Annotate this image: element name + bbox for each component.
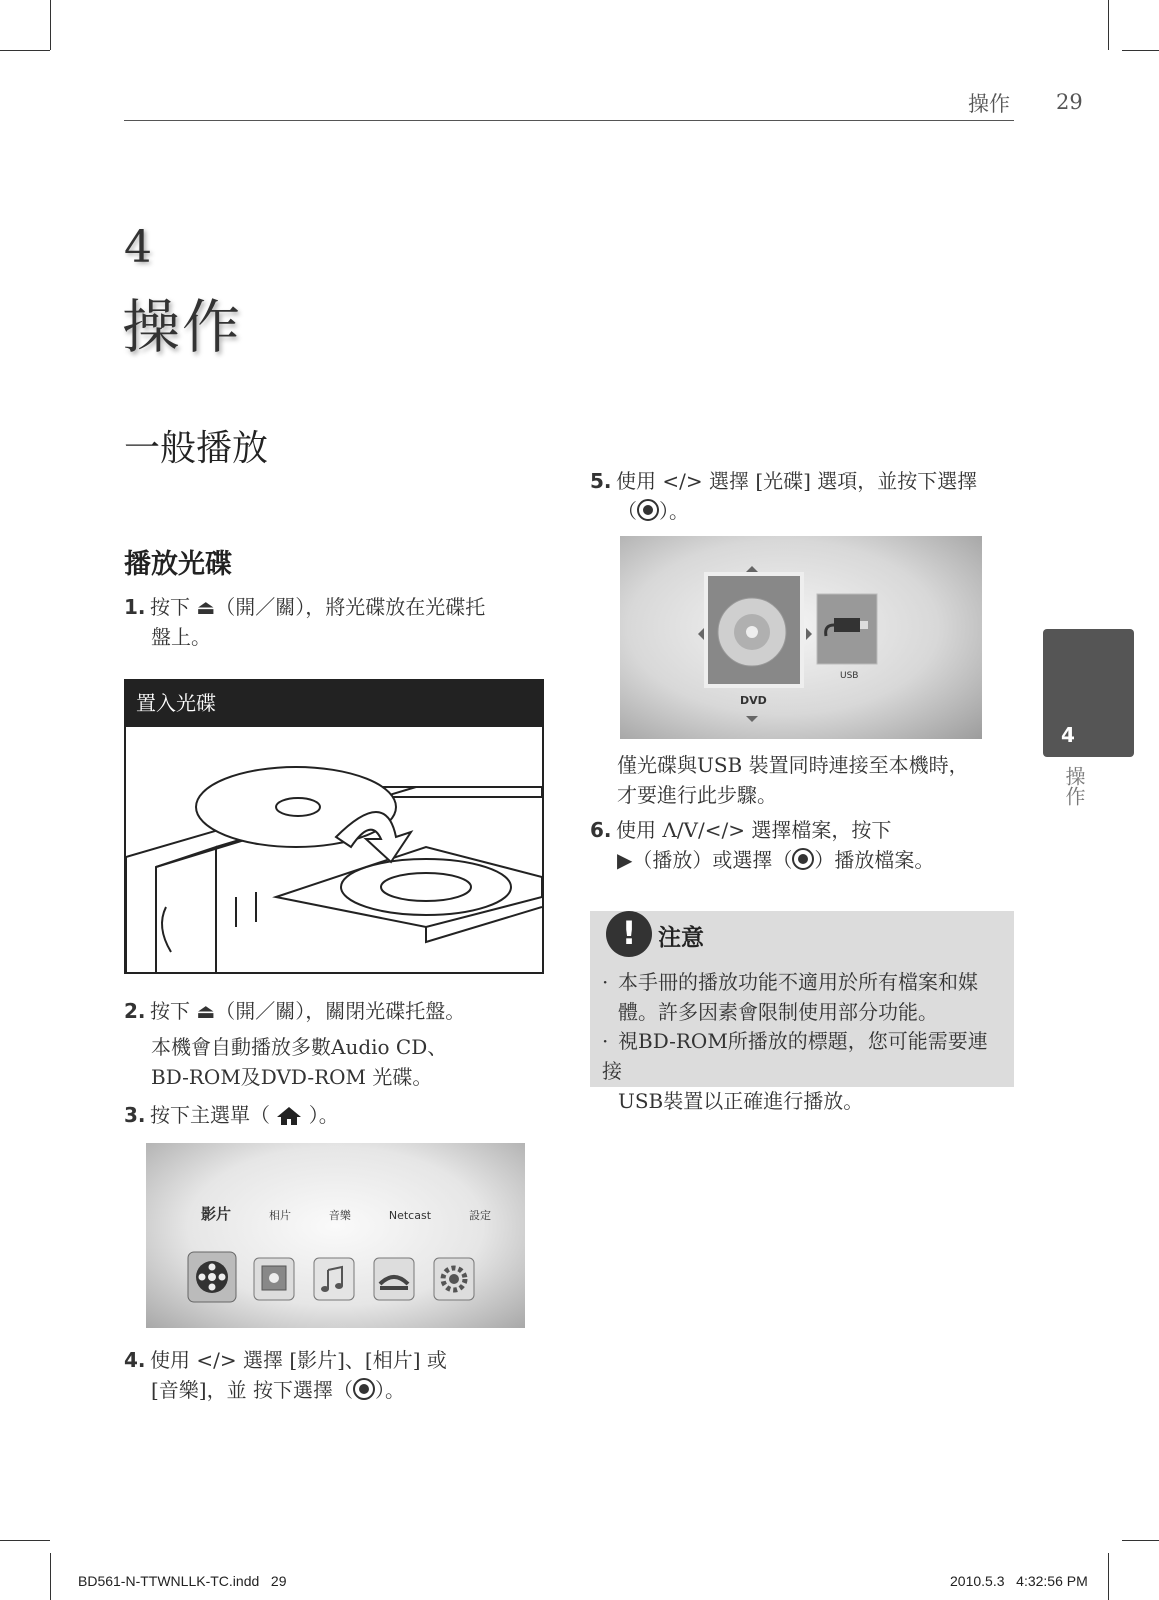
- step-2: [124, 996, 564, 1092]
- step-detail: 僅光碟與USB 裝置同時連接至本機時，: [617, 753, 969, 777]
- step-text: 按下 ⏏（開／關），關閉光碟托盤。: [150, 999, 466, 1023]
- crop-mark: [50, 1553, 51, 1600]
- crop-mark: [0, 50, 50, 51]
- note-item-text: 視BD-ROM所播放的標題，您可能需要連接: [602, 1029, 988, 1083]
- step-5: [590, 466, 1030, 526]
- select-button-icon: [353, 1378, 375, 1400]
- step-number: 4.: [124, 1348, 146, 1372]
- device-select-screenshot: [620, 536, 982, 739]
- step-number: 1.: [124, 595, 146, 619]
- step-number: 3.: [124, 1103, 146, 1127]
- netcast-icon[interactable]: [374, 1258, 414, 1300]
- dvd-label: DVD: [740, 694, 767, 707]
- step-detail: 才要進行此步驟。: [617, 783, 777, 807]
- figure-caption: 置入光碟: [136, 691, 216, 715]
- side-tab-label: 操作: [1062, 766, 1086, 806]
- chevron-right-icon[interactable]: [806, 628, 812, 640]
- movie-reel-icon[interactable]: [188, 1252, 236, 1302]
- step-text: 按下主選單（: [150, 1103, 270, 1127]
- note-item-text: USB裝置以正確進行播放。: [618, 1089, 864, 1113]
- select-button-icon: [637, 499, 659, 521]
- header-rule: [124, 120, 1014, 121]
- menu-item-netcast[interactable]: Netcast: [388, 1209, 432, 1222]
- step-detail: BD-ROM及DVD-ROM 光碟。: [151, 1065, 433, 1089]
- music-note-icon[interactable]: [314, 1258, 354, 1300]
- step-text: ）播放檔案。: [814, 848, 935, 872]
- figure-caption-bar: [126, 681, 542, 727]
- step-4: [124, 1345, 564, 1405]
- footer-filename: BD561-N-TTWNLLK-TC.indd 29: [78, 1573, 287, 1589]
- home-menu-screenshot: [146, 1143, 525, 1328]
- step-6: [590, 815, 1030, 875]
- step-text: 使用 </> 選擇 [影片]、[相片] 或: [150, 1348, 447, 1372]
- step-text: ）。: [308, 1103, 339, 1127]
- usb-label: USB: [840, 671, 859, 681]
- step-5-note: [617, 750, 1027, 810]
- note-item: · 本手冊的播放功能不適用於所有檔案和媒 體。許多因素會限制使用部分功能。: [602, 967, 1002, 1027]
- step-number: 5.: [590, 469, 612, 493]
- gear-icon[interactable]: [434, 1258, 474, 1300]
- step-text: ）。: [659, 499, 689, 523]
- crop-mark: [1108, 0, 1109, 50]
- menu-item-movie[interactable]: 影片: [201, 1205, 232, 1223]
- footer-timestamp: 2010.5.3 4:32:56 PM: [950, 1573, 1088, 1589]
- chapter-side-tab: [1043, 629, 1134, 757]
- step-text: （: [617, 499, 637, 523]
- step-text: ）。: [374, 1378, 405, 1402]
- step-text: [音樂]，並 按下選擇（: [151, 1378, 353, 1402]
- chapter-number: 4: [124, 222, 152, 273]
- crop-mark: [1108, 1553, 1109, 1600]
- step-detail: 本機會自動播放多數Audio CD、: [151, 1035, 448, 1059]
- select-button-icon: [792, 848, 814, 870]
- insert-disc-figure: [124, 679, 544, 974]
- step-number: 6.: [590, 818, 612, 842]
- menu-icon-row: [186, 1248, 486, 1308]
- home-icon: [276, 1106, 302, 1126]
- page-number: 29: [1056, 90, 1083, 114]
- step-number: 2.: [124, 999, 146, 1023]
- header-title: 操作: [968, 92, 1010, 116]
- menu-item-settings[interactable]: 設定: [468, 1209, 491, 1222]
- step-3: [124, 1100, 564, 1130]
- side-tab-number: 4: [1061, 723, 1075, 747]
- photo-icon[interactable]: [254, 1258, 294, 1300]
- chevron-down-icon[interactable]: [746, 716, 758, 722]
- step-text: ▶（播放）或選擇（: [617, 848, 793, 872]
- disc-tile[interactable]: [706, 574, 802, 686]
- crop-mark: [1122, 1540, 1159, 1541]
- note-box: [590, 911, 1014, 1113]
- disc-tray-illustration: [126, 727, 542, 972]
- step-1: [124, 592, 554, 652]
- step-text: 使用 Λ/V/</> 選擇檔案，按下: [616, 818, 892, 842]
- chevron-left-icon[interactable]: [698, 628, 704, 640]
- crop-mark: [50, 0, 51, 50]
- note-item-text: 體。許多因素會限制使用部分功能。: [618, 1000, 938, 1024]
- note-item-text: 本手冊的播放功能不適用於所有檔案和媒: [618, 970, 978, 994]
- step-text: 按下 ⏏（開／關），將光碟放在光碟托: [150, 595, 486, 619]
- usb-tile[interactable]: [817, 594, 877, 664]
- section-title: 一般播放: [124, 428, 269, 469]
- menu-item-photo[interactable]: 相片: [268, 1209, 291, 1222]
- step-text: 使用 </> 選擇 [光碟] 選項，並按下選擇: [616, 469, 978, 493]
- menu-item-music[interactable]: 音樂: [328, 1209, 351, 1222]
- note-title: 注意: [658, 924, 704, 951]
- crop-mark: [1122, 50, 1159, 51]
- step-text: 盤上。: [151, 625, 211, 649]
- crop-mark: [0, 1540, 50, 1541]
- warning-icon: !: [606, 911, 652, 957]
- note-item: · 視BD-ROM所播放的標題，您可能需要連接 USB裝置以正確進行播放。: [602, 1026, 1002, 1116]
- chapter-title: 操作: [122, 293, 243, 361]
- subsection-title: 播放光碟: [124, 549, 232, 580]
- chevron-up-icon[interactable]: [746, 566, 758, 572]
